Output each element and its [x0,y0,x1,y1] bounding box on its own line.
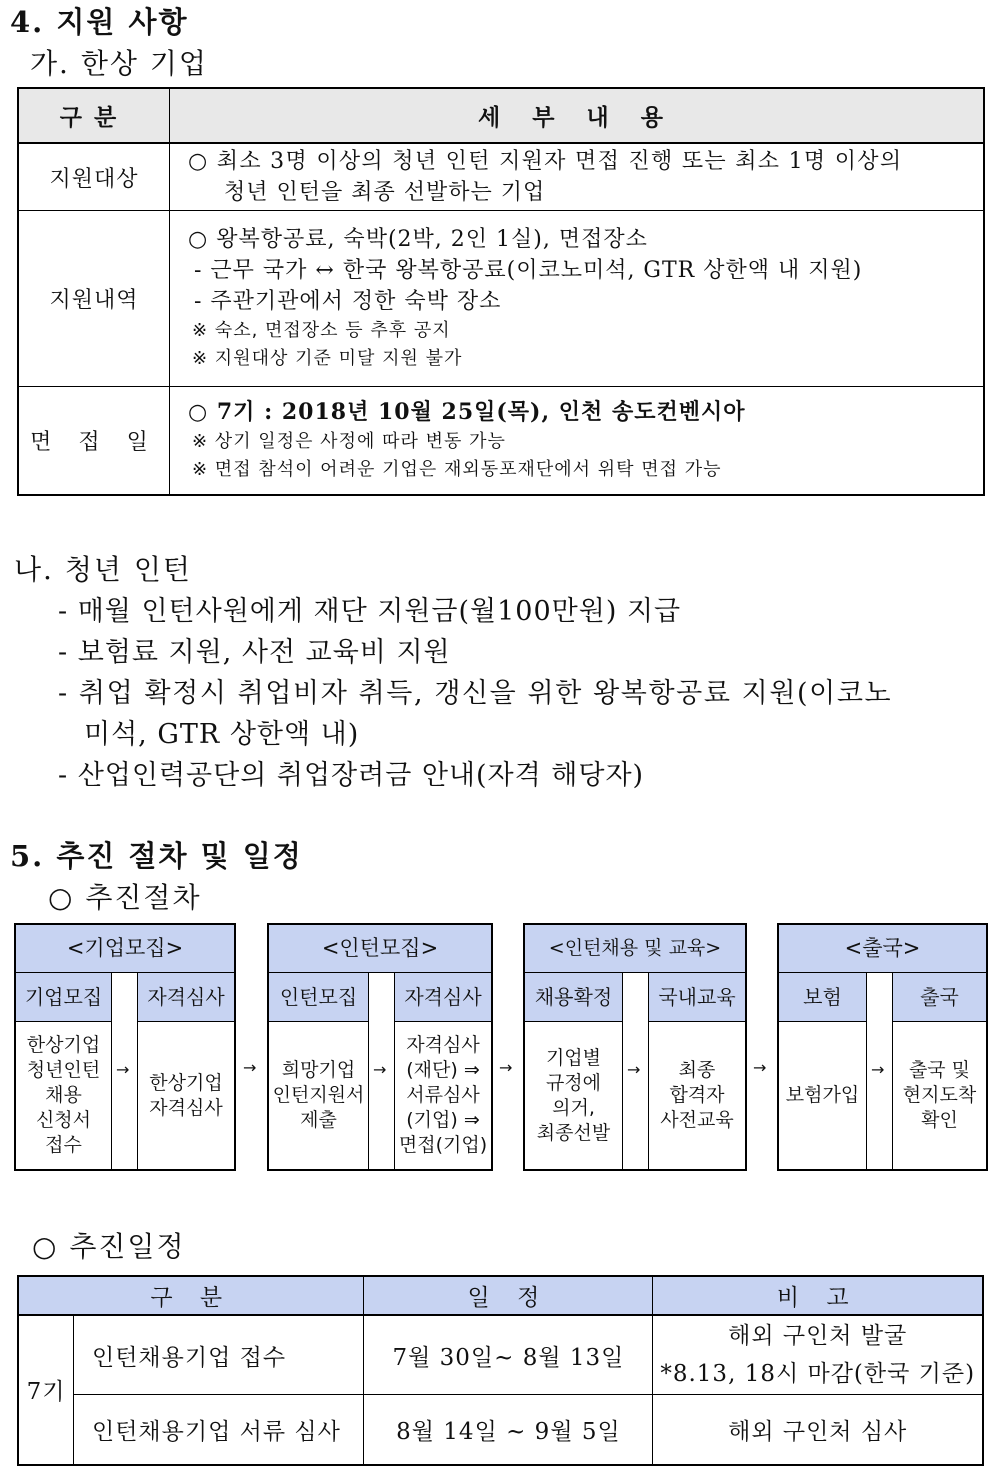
stage-step-body: 한상기업 청년인턴 채용 신청서 접수 [26,1034,101,1156]
stage-heading: <출국> [779,925,986,973]
section-5-title: 5. 추진 절차 및 일정 [10,839,303,873]
table-row [18,211,984,387]
stage-step-body: 기업별 규정에 의거, 최종선발 [536,1046,611,1144]
stage-step-label: 자격심사 [395,973,491,1022]
header-details: 세 부 내 용 [170,88,985,143]
schedule-note [653,1315,983,1395]
content-line: - 주관기관에서 정한 숙박 장소 [194,289,502,314]
procedure-title: ○ 추진절차 [48,881,202,914]
group-label: 7기 [18,1315,74,1465]
stage-step-body: 자격심사 (재단) ⇒ 서류심사 (기업) ⇒ 면접(기업) [398,1034,488,1156]
content-line: - 근무 국가 ↔ 한국 왕복항공료(이코노미석, GTR 상한액 내 지원) [194,258,863,283]
content-line: ○ 7기 : 2018년 10월 25일(목), 인천 송도컨벤시아 [188,398,746,425]
note-line: ※ 숙소, 면접장소 등 추후 공지 [192,320,451,341]
note-line: 해외 구인처 발굴 [728,1323,908,1349]
bullet-item-continued: 미석, GTR 상한액 내) [84,719,360,750]
content-line: 청년 인턴을 최종 선발하는 기업 [224,180,546,205]
note-line: ※ 지원대상 기준 미달 지원 불가 [192,348,463,369]
schedule-date: 7월 30일~ 8월 13일 [364,1315,653,1395]
flow-stage-departure [777,923,988,1171]
arrow-icon: → [499,1058,513,1077]
bullet-item: - 매월 인턴사원에게 재단 지원금(월100만원) 지급 [58,596,682,627]
flow-stage-hiring-training [523,923,747,1171]
arrow-icon: → [871,1060,885,1079]
stage-step-body: 희망기업 인턴지원서 제출 [272,1059,365,1131]
row-content [170,211,985,387]
row-label: 지원내역 [18,211,170,387]
section-4-title: 4. 지원 사항 [10,5,189,39]
stage-heading: <인턴모집> [269,925,491,973]
schedule-item: 인턴채용기업 서류 심사 [74,1395,364,1465]
arrow-icon: → [627,1060,641,1079]
bullet-item: - 산업인력공단의 취업장려금 안내(자격 해당자) [58,760,645,791]
row-label: 지원대상 [18,143,170,211]
stage-step-label: 출국 [893,973,986,1022]
support-table [17,87,985,496]
stage-step-label: 자격심사 [138,973,234,1022]
header-category: 구분 [18,88,170,143]
header-schedule: 일 정 [364,1276,653,1315]
stage-step-label: 보험 [779,973,866,1022]
flow-stage-company-recruit [14,923,236,1171]
schedule-table [17,1275,984,1466]
bullet-item: - 취업 확정시 취업비자 취득, 갱신을 위한 왕복항공료 지원(이코노 [58,678,893,709]
schedule-date: 8월 14일 ~ 9월 5일 [364,1395,653,1465]
content-line: ○ 최소 3명 이상의 청년 인턴 지원자 면접 진행 또는 최소 1명 이상의 [188,149,903,174]
bullet-item: - 보험료 지원, 사전 교육비 지원 [58,637,451,668]
content-line: ○ 왕복항공료, 숙박(2박, 2인 1실), 면접장소 [188,227,648,252]
row-label: 면 접 일 [18,387,170,495]
stage-step-label: 채용확정 [525,973,622,1022]
stage-heading: <기업모집> [16,925,234,973]
note-line: ※ 면접 참석이 어려운 기업은 재외동포재단에서 위탁 면접 가능 [192,458,722,480]
stage-step-label: 기업모집 [16,973,111,1022]
row-content [170,387,985,495]
table-row [18,143,984,211]
stage-step-label: 인턴모집 [269,973,368,1022]
schedule-item: 인턴채용기업 접수 [74,1315,364,1395]
stage-step-body: 한상기업 자격심사 [149,1071,223,1119]
row-content [170,143,985,211]
stage-step-body: 보험가입 [785,1084,860,1106]
flow-stage-intern-recruit [267,923,493,1171]
table-row [18,1395,983,1465]
stage-step-label: 국내교육 [649,973,745,1022]
stage-heading: <인턴채용 및 교육> [525,925,745,973]
schedule-title: ○ 추진일정 [32,1230,186,1263]
subsection-b-title: 나. 청년 인턴 [14,553,192,586]
subsection-a-title: 가. 한상 기업 [30,47,208,80]
stage-step-body: 최종 합격자 사전교육 [660,1059,734,1131]
note-line: ※ 상기 일정은 사정에 따라 변동 가능 [192,430,506,452]
arrow-icon: → [243,1058,257,1077]
schedule-header [18,1276,983,1315]
table-row [18,387,984,495]
header-category: 구 분 [18,1276,364,1315]
stage-step-body: 출국 및 현지도착 확인 [902,1059,977,1131]
schedule-note: 해외 구인처 심사 [653,1395,983,1465]
arrow-icon: → [753,1058,767,1077]
note-line: *8.13, 18시 마감(한국 기준) [660,1361,976,1387]
table-row [18,1315,983,1395]
header-remarks: 비 고 [653,1276,983,1315]
arrow-icon: → [373,1060,387,1079]
support-table-header [18,88,984,143]
arrow-icon: → [116,1060,130,1079]
